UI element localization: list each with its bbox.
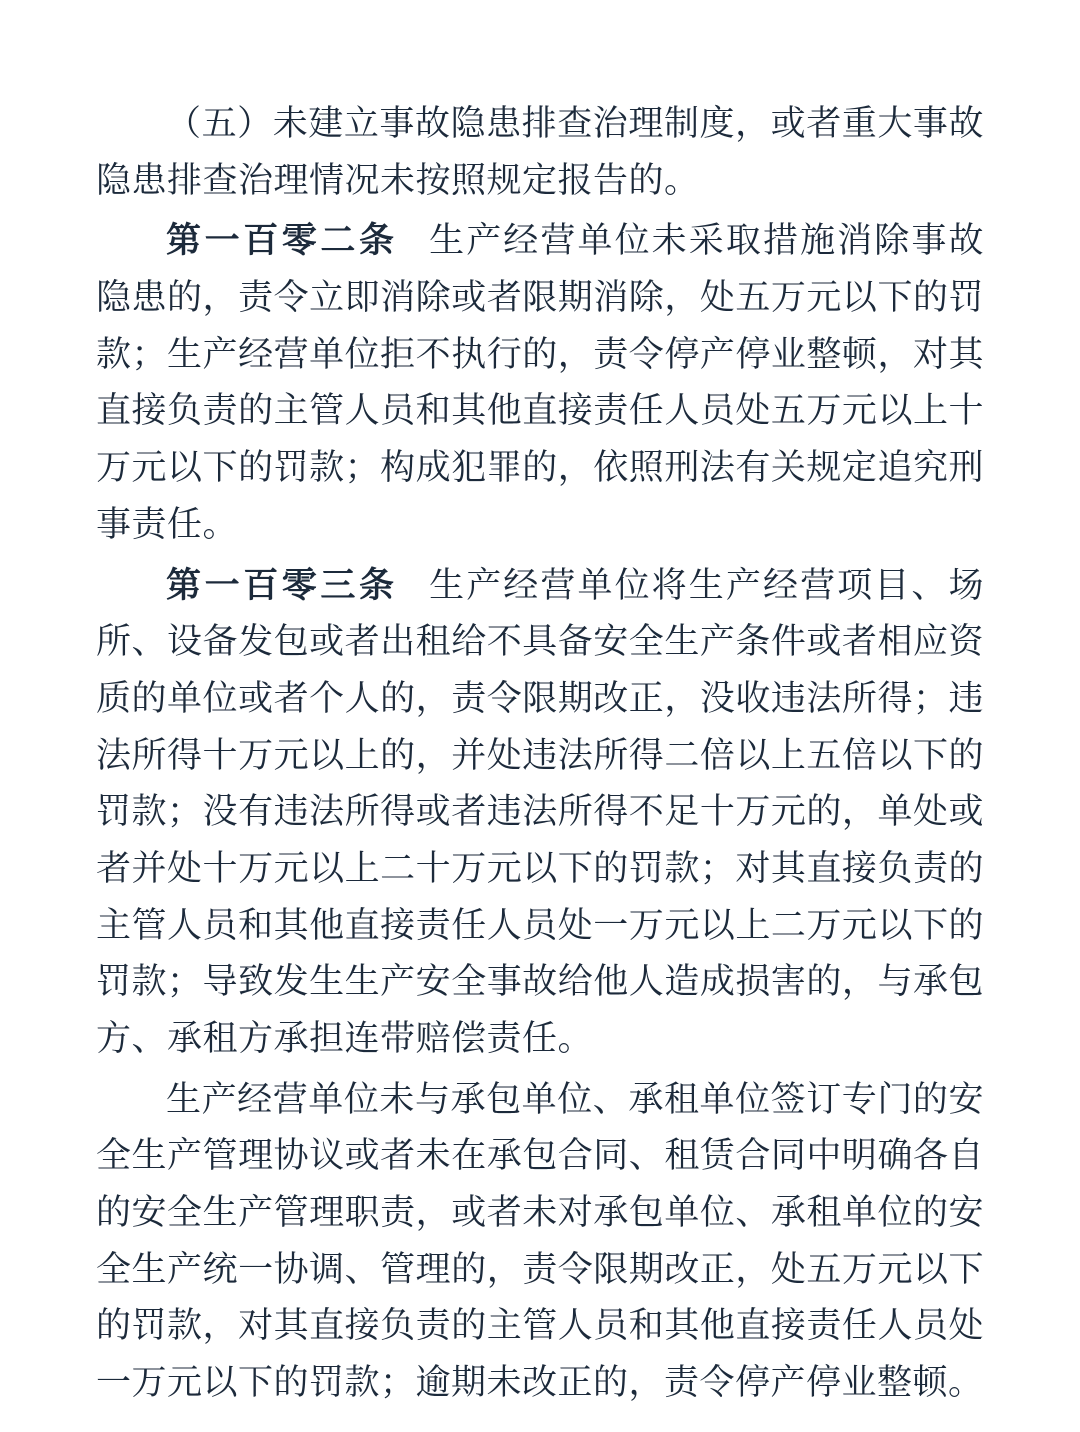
article-number-label: 第一百零三条 xyxy=(166,564,398,606)
paragraph-article-103 xyxy=(96,558,984,1068)
paragraph-text: （五）未建立事故隐患排查治理制度，或者重大事故隐患排查治理情况未按照规定报告的。 xyxy=(96,104,984,201)
article-number-label: 第一百零二条 xyxy=(166,220,398,262)
paragraph-item-five xyxy=(96,96,984,209)
paragraph-text: 生产经营单位未采取措施消除事故隐患的，责令立即消除或者限期消除，处五万元以下的罚款；生产经营单位拒不执行的，责令停产停业整顿，对其直接负责的主管人员和其他直接责任人员处五万元以上十万元以下的罚款；构成犯罪的，依照刑法有关规定追究刑事责任。 xyxy=(96,221,984,545)
paragraph-text: 生产经营单位将生产经营项目、场所、设备发包或者出租给不具备安全生产条件或者相应资质的单位或者个人的，责令限期改正，没收违法所得；违法所得十万元以上的，并处违法所得二倍以上五倍以下的罚款；没有违法所得或者违法所得不足十万元的，单处或者并处十万元以上二十万元以下的罚款；对其直接负责的主管人员和其他直接责任人员处一万元以上二万元以下的罚款；导致发生生产安全事故给他人造成损害的，与承包方、承租方承担连带赔偿责任。 xyxy=(96,565,984,1059)
document-body xyxy=(96,96,984,1412)
paragraph-text: 生产经营单位未与承包单位、承租单位签订专门的安全生产管理协议或者未在承包合同、租赁合同中明确各自的安全生产管理职责，或者未对承包单位、承租单位的安全生产统一协调、管理的，责令限期改正，处五万元以下的罚款，对其直接负责的主管人员和其他直接责任人员处一万元以下的罚款；逾期未改正的，责令停产停业整顿。 xyxy=(96,1079,984,1404)
paragraph-article-103-second xyxy=(96,1072,984,1412)
paragraph-article-102 xyxy=(96,213,984,553)
